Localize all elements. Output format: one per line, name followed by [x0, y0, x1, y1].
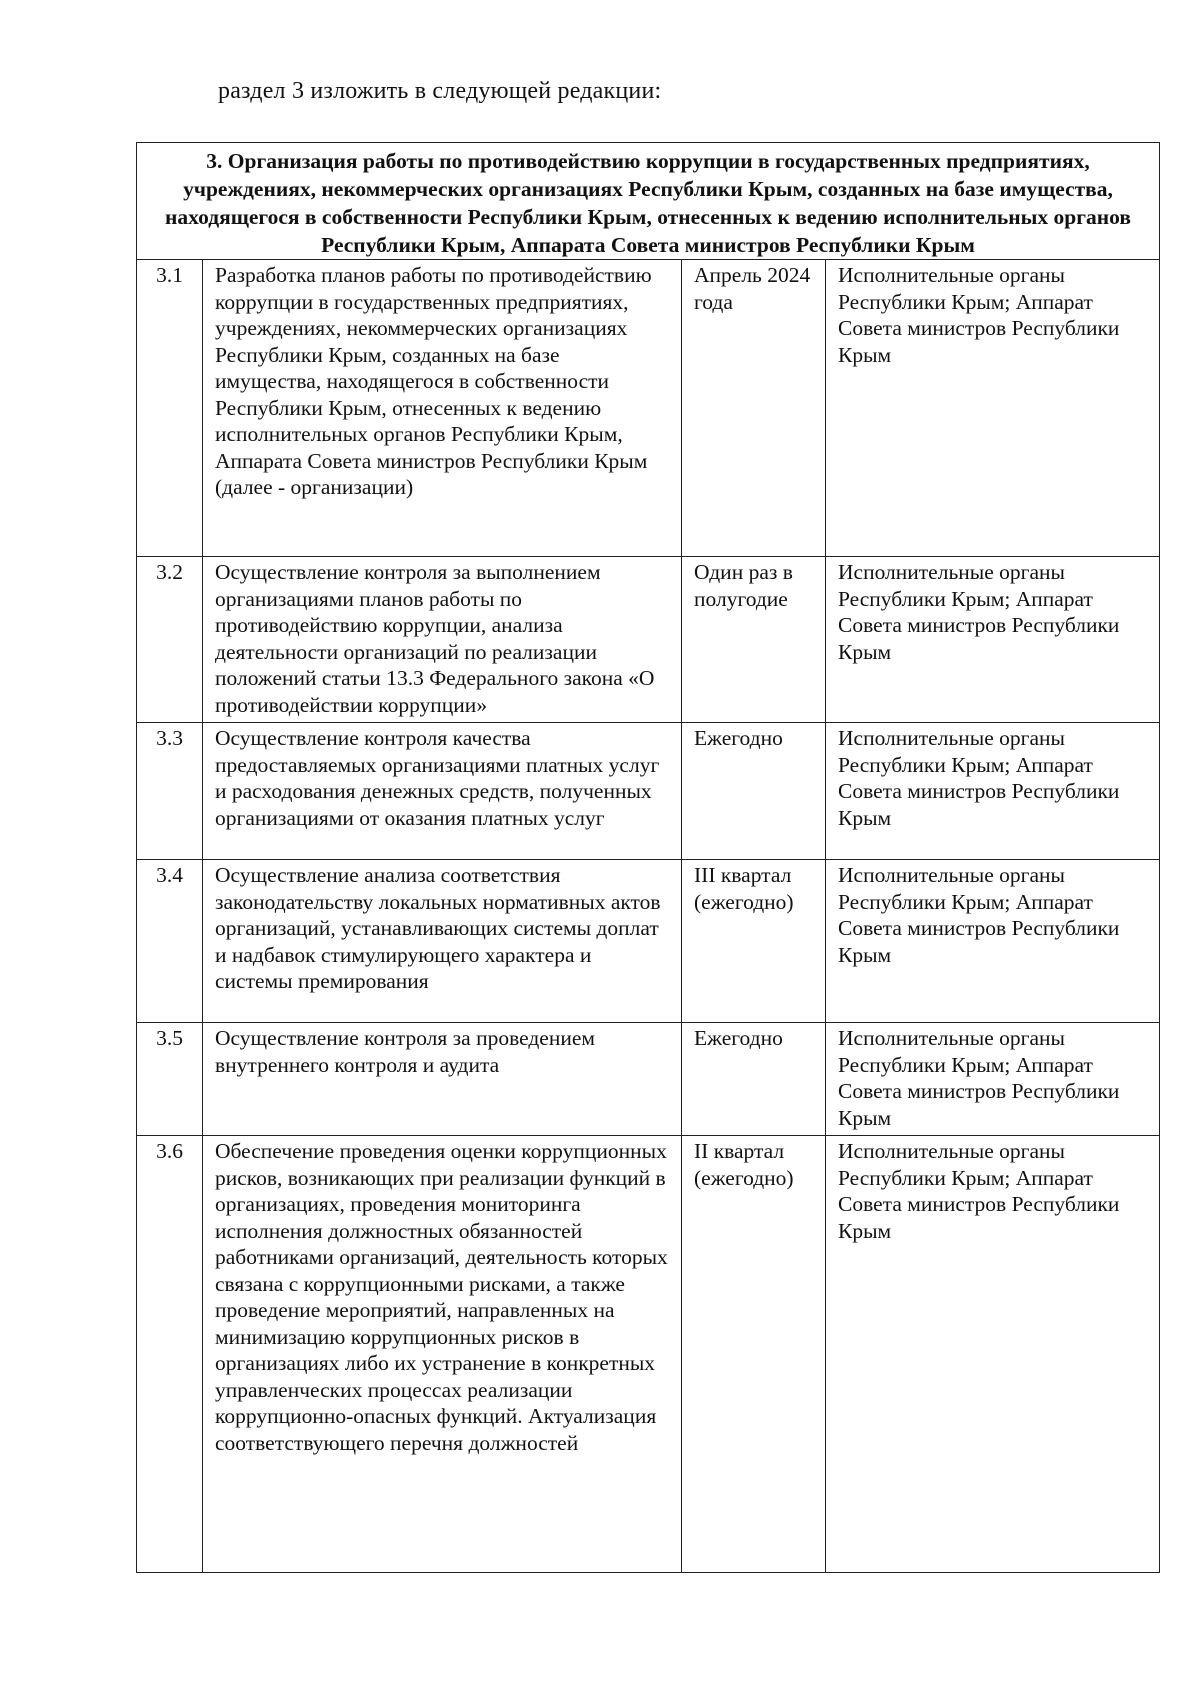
table-row [137, 723, 1160, 860]
row-number: 3.4 [137, 860, 203, 1023]
row-number: 3.5 [137, 1023, 203, 1136]
row-responsible: Исполнительные органы Республики Крым; Аппарат Совета министров Республики Крым [826, 557, 1160, 723]
table-row [137, 260, 1160, 557]
row-action: Обеспечение проведения оценки коррупционных рисков, возникающих при реализации функций в организациях, проведения мониторинга исполнения должностных обязанностей работниками организаций, деятельность которых связана с коррупционными рисками, а также проведение мероприятий, направленных на минимизацию коррупционных рисков в организациях либо их устранение в конкретных управленческих процессах реализации коррупционно-опасных функций. Актуализация соответствующего перечня должностей [203, 1136, 682, 1573]
row-responsible: Исполнительные органы Республики Крым; Аппарат Совета министров Республики Крым [826, 260, 1160, 557]
row-term: Ежегодно [682, 1023, 826, 1136]
row-term: III квартал (ежегодно) [682, 860, 826, 1023]
table-row [137, 1136, 1160, 1573]
row-action: Разработка планов работы по противодействию коррупции в государственных предприятиях, учреждениях, некоммерческих организациях Республики Крым, созданных на базе имущества, находящегося в собственности Республики Крым, отнесенных к ведению исполнительных органов Республики Крым, Аппарата Совета министров Республики Крым (далее - организации) [203, 260, 682, 557]
row-term: II квартал (ежегодно) [682, 1136, 826, 1573]
row-responsible: Исполнительные органы Республики Крым; Аппарат Совета министров Республики Крым [826, 723, 1160, 860]
row-action: Осуществление контроля за проведением внутреннего контроля и аудита [203, 1023, 682, 1136]
table-row [137, 557, 1160, 723]
row-responsible: Исполнительные органы Республики Крым; Аппарат Совета министров Республики Крым [826, 860, 1160, 1023]
section-header-row [137, 143, 1160, 260]
row-responsible: Исполнительные органы Республики Крым; Аппарат Совета министров Республики Крым [826, 1136, 1160, 1573]
row-term: Один раз в полугодие [682, 557, 826, 723]
row-number: 3.3 [137, 723, 203, 860]
plan-table [136, 142, 1160, 1573]
intro-text: раздел 3 изложить в следующей редакции: [218, 78, 662, 104]
row-term: Апрель 2024 года [682, 260, 826, 557]
table-row [137, 860, 1160, 1023]
row-responsible: Исполнительные органы Республики Крым; Аппарат Совета министров Республики Крым [826, 1023, 1160, 1136]
section-title: 3. Организация работы по противодействию коррупции в государственных предприятиях, учреждениях, некоммерческих организациях Республики Крым, созданных на базе имущества, находящегося в собственности Республики Крым, отнесенных к ведению исполнительных органов Республики Крым, Аппарата Совета министров Республики Крым [137, 143, 1160, 260]
row-number: 3.2 [137, 557, 203, 723]
row-action: Осуществление контроля за выполнением организациями планов работы по противодействию коррупции, анализа деятельности организаций по реализации положений статьи 13.3 Федерального закона «О противодействии коррупции» [203, 557, 682, 723]
row-action: Осуществление контроля качества предоставляемых организациями платных услуг и расходования денежных средств, полученных организациями от оказания платных услуг [203, 723, 682, 860]
row-term: Ежегодно [682, 723, 826, 860]
row-number: 3.1 [137, 260, 203, 557]
row-number: 3.6 [137, 1136, 203, 1573]
row-action: Осуществление анализа соответствия законодательству локальных нормативных актов организаций, устанавливающих системы доплат и надбавок стимулирующего характера и системы премирования [203, 860, 682, 1023]
table-row [137, 1023, 1160, 1136]
